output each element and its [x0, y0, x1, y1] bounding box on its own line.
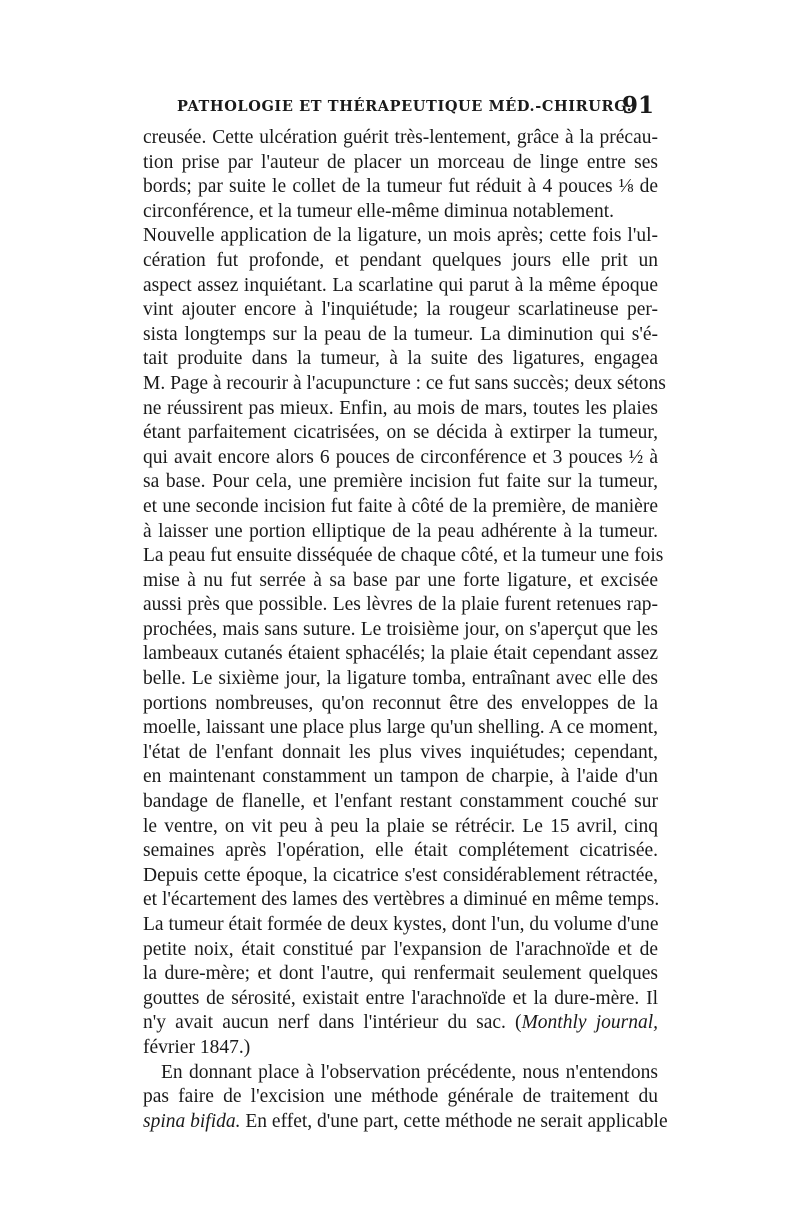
text-line: vint ajouter encore à l'inquiétude; la rougeur scarlatineuse per-	[143, 299, 658, 321]
text-line-mixed	[143, 1110, 668, 1135]
text-line: ne réussirent pas mieux. Enfin, au mois de mars, toutes les plaies	[143, 397, 658, 419]
text-line: La tumeur était formée de deux kystes, dont l'un, du volume d'une	[143, 914, 659, 935]
text-line: la dure-mère; et dont l'autre, qui renfermait seulement quelques	[143, 963, 658, 985]
text-line: aussi près que possible. Les lèvres de la plaie furent retenues rap-	[143, 594, 658, 616]
text-line: et une seconde incision fut faite à côté de la première, de manière	[143, 495, 658, 517]
page-number: 91	[621, 92, 654, 119]
text-line: et l'écartement des lames des vertèbres a diminué en même temps.	[143, 889, 660, 911]
text-line: prochées, mais sans suture. Le troisième jour, on s'aperçut que les	[143, 618, 658, 640]
text-line: sa base. Pour cela, une première incision fut faite sur la tumeur,	[143, 471, 658, 493]
text-line: La peau fut ensuite disséquée de chaque côté, et la tumeur une fois	[143, 545, 664, 567]
text-line: sista longtemps sur la peau de la tumeur. La diminution qui s'é-	[143, 323, 658, 345]
text-line: moelle, laissant une place plus large qu'un shelling. A ce moment,	[143, 717, 658, 739]
text-line: portions nombreuses, qu'on reconnut être des enveloppes de la	[143, 692, 658, 714]
text-line: bords; par suite le collet de la tumeur fut réduit à 4 pouces ⅛ de	[143, 176, 658, 198]
text-line: tion prise par l'auteur de placer un morceau de linge entre ses	[143, 151, 658, 173]
text-line: Depuis cette époque, la cicatrice s'est considérablement rétractée,	[143, 864, 658, 886]
text-line: mise à nu fut serrée à sa base par une forte ligature, et excisée	[143, 569, 658, 591]
text-line: pas faire de l'excision une méthode générale de traitement du	[143, 1086, 658, 1108]
citation-date: février 1847.)	[143, 1036, 251, 1058]
running-head	[143, 92, 658, 126]
paragraph-2	[143, 1061, 668, 1135]
text-line: aspect assez inquiétant. La scarlatine qui parut à la même époque	[143, 274, 658, 296]
text-line: belle. Le sixième jour, la ligature tomba, entraînant avec elle des	[143, 668, 658, 690]
text-line: creusée. Cette ulcération guérit très-lentement, grâce à la précau-	[143, 127, 658, 148]
text-line: étant parfaitement cicatrisées, on se décida à extirper la tumeur,	[143, 422, 658, 444]
journal-title: Monthly journal,	[521, 1012, 658, 1034]
text-line: En donnant place à l'observation précédente, nous n'entendons	[161, 1061, 658, 1083]
text-line: cération fut profonde, et pendant quelques jours elle prit un	[143, 249, 658, 271]
text-line: tait produite dans la tumeur, à la suite des ligatures, engagea	[143, 348, 658, 370]
disease-term: spina bifida.	[143, 1110, 241, 1132]
text-line: circonférence, et la tumeur elle-même diminua notablement.	[143, 200, 615, 222]
text-line: qui avait encore alors 6 pouces de circonférence et 3 pouces ½ à	[143, 446, 658, 468]
text-line: Nouvelle application de la ligature, un mois après; cette fois l'ul-	[143, 225, 658, 247]
text-line: gouttes de sérosité, existait entre l'arachnoïde et la dure-mère. Il	[143, 987, 658, 1009]
running-title: PATHOLOGIE ET THÉRAPEUTIQUE MÉD.-CHIRURG.	[177, 98, 633, 115]
citation-line	[143, 1011, 658, 1036]
text-line: semaines après l'opération, elle était complétement cicatrisée.	[143, 840, 658, 862]
text-line: le ventre, on vit peu à peu la plaie se rétrécir. Le 15 avril, cinq	[143, 815, 658, 837]
text-line: lambeaux cutanés étaient sphacélés; la plaie était cependant assez	[143, 643, 658, 665]
text-line: petite noix, était constitué par l'expansion de l'arachnoïde et de	[143, 938, 658, 960]
text-line: en maintenant constamment un tampon de charpie, à l'aide d'un	[143, 766, 658, 788]
text-line: M. Page à recourir à l'acupuncture : ce fut sans succès; deux sétons	[143, 372, 666, 394]
text-line-segment: En effet, d'une part, cette méthode ne serait applicable	[240, 1110, 668, 1132]
body-text	[143, 126, 668, 1134]
text-line: bandage de flanelle, et l'enfant restant constamment couché sur	[143, 791, 658, 813]
text-line: l'état de l'enfant donnait les plus vives inquiétudes; cependant,	[143, 741, 658, 763]
text-line-segment: n'y avait aucun nerf dans l'intérieur du sac. (	[143, 1012, 522, 1034]
paragraph-1	[143, 126, 666, 1061]
text-line: à laisser une portion elliptique de la peau adhérente à la tumeur.	[143, 520, 658, 542]
book-page	[143, 92, 668, 1134]
